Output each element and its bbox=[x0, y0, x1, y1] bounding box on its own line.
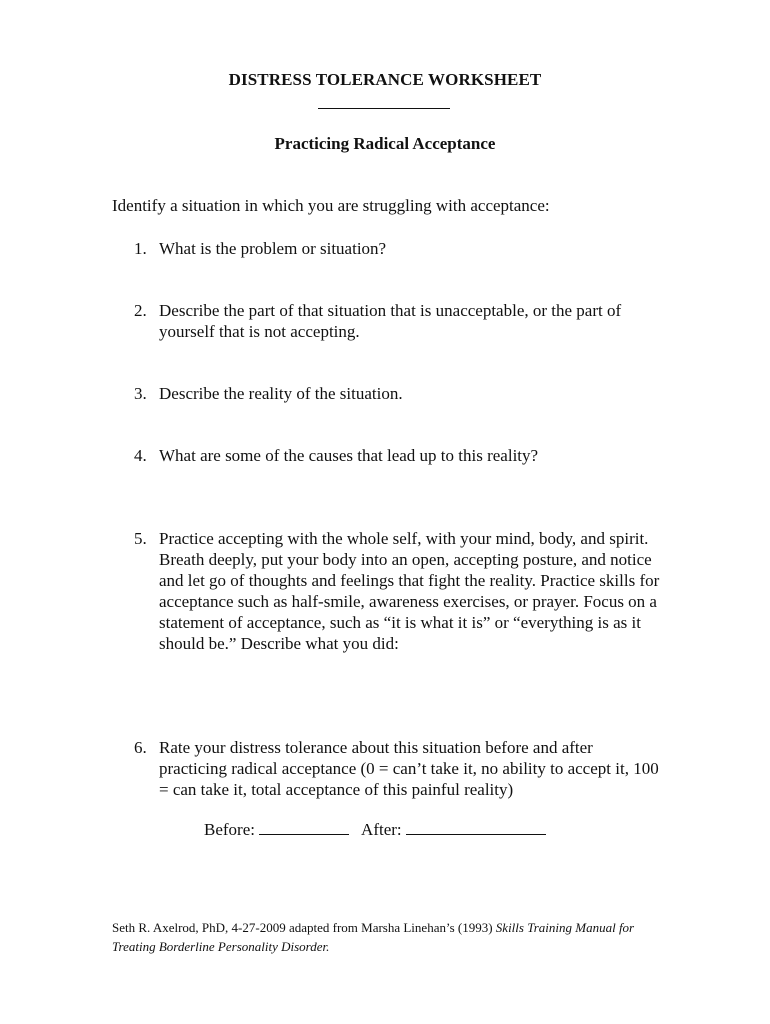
question-text: Rate your distress tolerance about this situation before and after practicing radical acceptance (0 = can’t take it, no ability to accept it, 100 = can take it, total acceptance of this painful reality) bbox=[159, 738, 659, 799]
question-number: 1. bbox=[134, 239, 147, 258]
question-text: Practice accepting with the whole self, with your mind, body, and spirit. Breath deeply, put your body into an open, accepting posture, and notice and let go of thoughts and feelings that fight the reality. Practice skills for acceptance such as half-smile, awareness exercises, or prayer. Focus on a statement of acceptance, such as “it is what it is” or “everything is as it should be.” Describe what you did: bbox=[159, 529, 660, 653]
rating-row bbox=[204, 820, 546, 840]
page-subtitle: Practicing Radical Acceptance bbox=[274, 134, 496, 153]
question-5 bbox=[134, 528, 664, 654]
question-number: 6. bbox=[134, 738, 147, 757]
question-text: What is the problem or situation? bbox=[159, 239, 387, 258]
question-6 bbox=[134, 737, 664, 800]
question-4 bbox=[134, 445, 664, 466]
question-1 bbox=[134, 238, 664, 259]
page-title: DISTRESS TOLERANCE WORKSHEET bbox=[228, 70, 542, 89]
question-text: Describe the part of that situation that is unacceptable, or the part of yourself that is not accepting. bbox=[159, 301, 622, 341]
title-underline bbox=[318, 108, 450, 109]
question-text: Describe the reality of the situation. bbox=[159, 384, 403, 403]
citation-text: Seth R. Axelrod, PhD, 4-27-2009 adapted from Marsha Linehan’s (1993) bbox=[112, 920, 496, 935]
after-label: After: bbox=[361, 820, 402, 839]
intro-text: Identify a situation in which you are struggling with acceptance: bbox=[112, 196, 550, 215]
question-number: 2. bbox=[134, 301, 147, 320]
before-blank[interactable] bbox=[259, 820, 349, 835]
question-number: 3. bbox=[134, 384, 147, 403]
question-2 bbox=[134, 300, 664, 342]
question-number: 4. bbox=[134, 446, 147, 465]
question-3 bbox=[134, 383, 664, 404]
before-label: Before: bbox=[204, 820, 255, 839]
question-text: What are some of the causes that lead up to this reality? bbox=[159, 446, 539, 465]
citation-book-title: Skills Training Manual for Treating Borderline Personality Disorder. bbox=[112, 920, 635, 954]
question-number: 5. bbox=[134, 529, 147, 548]
citation-footer bbox=[112, 918, 672, 956]
after-blank[interactable] bbox=[406, 820, 546, 835]
